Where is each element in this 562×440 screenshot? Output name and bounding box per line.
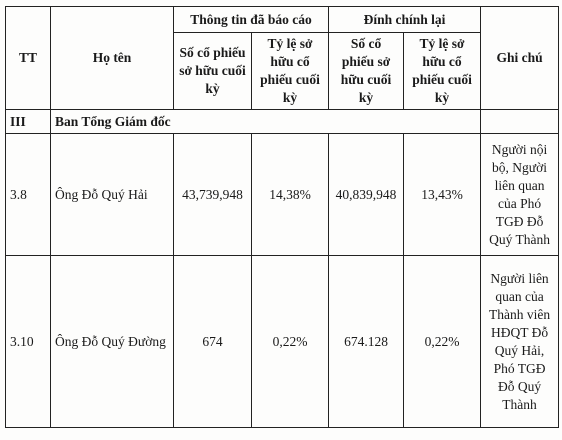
header-reported-group: Thông tin đã báo cáo (174, 7, 329, 33)
section-note-empty (481, 110, 559, 134)
row-tt: 3.10 (6, 256, 51, 428)
row-reported-shares: 674 (174, 256, 252, 428)
section-row (6, 110, 559, 134)
table-row (6, 256, 559, 428)
header-reported-shares: Số cổ phiếu sở hữu cuối kỳ (174, 33, 252, 110)
row-corrected-ratio: 13,43% (404, 134, 481, 256)
header-note: Ghi chú (481, 7, 559, 110)
header-name: Họ tên (51, 7, 174, 110)
header-tt: TT (6, 7, 51, 110)
row-note: Người nội bộ, Người liên quan của Phó TGĐ Đỗ Quý Thành (481, 134, 559, 256)
row-corrected-ratio: 0,22% (404, 256, 481, 428)
row-reported-ratio: 14,38% (252, 134, 329, 256)
section-title: Ban Tổng Giám đốc (51, 110, 481, 134)
row-name: Ông Đỗ Quý Đường (51, 256, 174, 428)
row-corrected-shares: 40,839,948 (329, 134, 404, 256)
header-reported-ratio: Tỷ lệ sở hữu cổ phiếu cuối kỳ (252, 33, 329, 110)
header-corrected-group: Đính chính lại (329, 7, 481, 33)
row-note: Người liên quan của Thành viên HĐQT Đỗ Quý Hải, Phó TGĐ Đỗ Quý Thành (481, 256, 559, 428)
row-name: Ông Đỗ Quý Hải (51, 134, 174, 256)
header-corrected-shares: Số cổ phiếu sở hữu cuối kỳ (329, 33, 404, 110)
header-corrected-ratio: Tỷ lệ sở hữu cổ phiếu cuối kỳ (404, 33, 481, 110)
header-row-groups (6, 7, 559, 33)
shareholding-correction-table (5, 6, 559, 428)
table-row (6, 134, 559, 256)
section-number: III (6, 110, 51, 134)
row-reported-ratio: 0,22% (252, 256, 329, 428)
row-reported-shares: 43,739,948 (174, 134, 252, 256)
row-tt: 3.8 (6, 134, 51, 256)
row-corrected-shares: 674.128 (329, 256, 404, 428)
